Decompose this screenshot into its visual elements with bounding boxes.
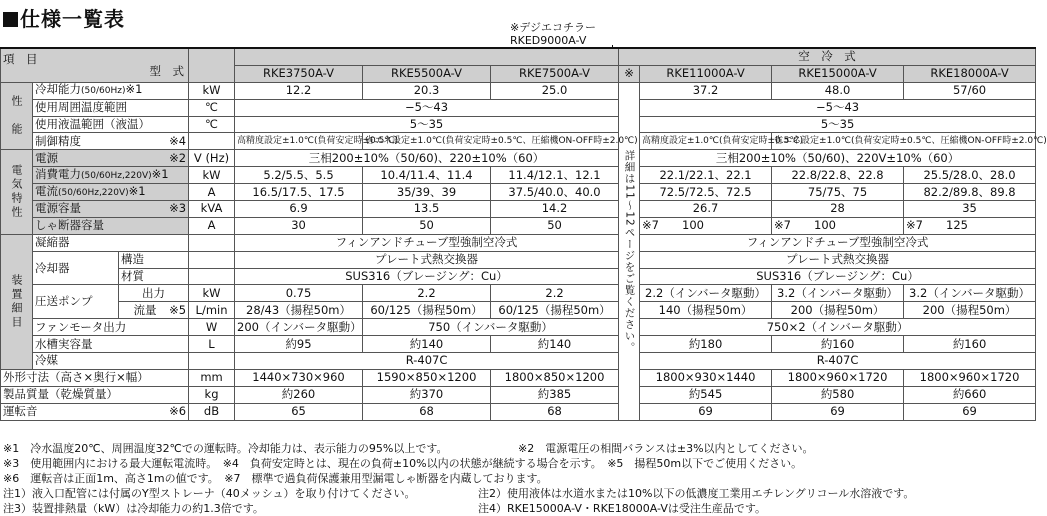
label-supply: 電源容量 ※3 <box>33 201 189 218</box>
value-cell: 20.3 <box>363 82 491 99</box>
value-cell: ※7 100 <box>640 217 772 234</box>
value-cell: 28 <box>772 201 904 218</box>
value-cell: 約95 <box>235 336 363 353</box>
unit: dB <box>189 403 235 420</box>
label-breaker: しゃ断器容量 <box>33 217 189 234</box>
row-tank <box>1 336 1036 353</box>
value-cell: 16.5/17.5、17.5 <box>235 184 363 201</box>
label-control: 制御精度 ※4 <box>33 133 189 150</box>
value-cell: 68 <box>363 403 491 420</box>
footnote: 注1）液入口配管には付属のY型ストレーナ（40メッシュ）を取り付けてください。 <box>3 487 416 500</box>
footnote: 注2）使用液体は水道水または10%以下の低濃度工業用エチレングリコール水溶液です。 <box>478 487 915 500</box>
unit: ℃ <box>189 99 235 116</box>
header-mark: ※ <box>619 65 640 82</box>
row-dimensions <box>1 369 1036 386</box>
callout-label <box>510 21 596 47</box>
value-cell: 140（揚程50m） <box>640 302 772 319</box>
value-cell: フィンアンドチューブ型強制空冷式 <box>640 234 1036 251</box>
value-cell: 37.2 <box>640 82 772 99</box>
footnote: 注3）装置排熱量（kW）は冷却能力の約1.3倍です。 <box>3 502 264 515</box>
value-cell: 37.5/40.0、40.0 <box>491 184 619 201</box>
group-equipment: 装置細目 <box>1 234 33 369</box>
value-cell: 57/60 <box>904 82 1036 99</box>
value-cell: 28/43（揚程50m） <box>235 302 363 319</box>
value-cell: 75/75、75 <box>772 184 904 201</box>
value-cell: 5〜35 <box>640 116 1036 133</box>
value-cell: 約580 <box>772 386 904 403</box>
value-cell: 200（揚程50m） <box>904 302 1036 319</box>
row-breaker <box>1 217 1036 234</box>
value-cell: 10.4/11.4、11.4 <box>363 167 491 184</box>
label-power: 電源 ※2 <box>33 150 189 167</box>
label-current: 電流(50/60Hz,220V)※1 <box>33 184 189 201</box>
value-cell: 省エネ設定±1.0℃(負荷安定時±0.5℃、圧縮機ON-OFF時±2.0℃) <box>772 133 1036 150</box>
unit <box>189 251 235 268</box>
value-cell: ※7 100 <box>772 217 904 234</box>
footnotes <box>3 441 1033 516</box>
page-title: 仕様一覧表 <box>3 3 125 32</box>
value-cell: 11.4/12.1、12.1 <box>491 167 619 184</box>
value-cell: 約160 <box>772 336 904 353</box>
footnote: 注4）RKE15000A-V・RKE18000A-Vは受注生産品です。 <box>478 502 766 515</box>
header-unit-cell <box>189 48 235 82</box>
label-tank: 水槽実容量 <box>33 336 189 353</box>
model-header: RKE7500A-V <box>491 65 619 82</box>
value-cell: 約545 <box>640 386 772 403</box>
footnote-line <box>3 441 1033 456</box>
value-cell: 5.2/5.5、5.5 <box>235 167 363 184</box>
value-cell: 3.2（インバータ駆動） <box>904 285 1036 302</box>
model-header: RKE11000A-V <box>640 65 772 82</box>
label-material: 材質 <box>119 268 189 285</box>
value-cell: 0.75 <box>235 285 363 302</box>
label-refrigerant: 冷媒 <box>33 353 189 370</box>
value-cell: プレート式熱交換器 <box>640 251 1036 268</box>
value-cell: SUS316（ブレージング：Cu） <box>235 268 619 285</box>
value-cell: 35/39、39 <box>363 184 491 201</box>
value-cell: 13.5 <box>363 201 491 218</box>
value-cell: 12.2 <box>235 82 363 99</box>
unit <box>189 353 235 370</box>
unit: L/min <box>189 302 235 319</box>
value-cell: 省エネ設定±1.0℃(負荷安定時±0.5℃、圧縮機ON-OFF時±2.0℃) <box>363 133 619 150</box>
unit <box>189 133 235 150</box>
row-condenser <box>1 234 1036 251</box>
value-cell: 60/125（揚程50m） <box>491 302 619 319</box>
row-pump-output <box>1 285 1036 302</box>
label-fan: ファンモータ出力 <box>33 319 189 336</box>
label-capacity: 冷却能力(50/60Hz)※1 <box>33 82 189 99</box>
unit: W <box>189 319 235 336</box>
value-cell: 25.0 <box>491 82 619 99</box>
value-cell: 750（インバータ駆動） <box>363 319 619 336</box>
value-cell: SUS316（ブレージング：Cu） <box>640 268 1036 285</box>
label-pump: 圧送ポンプ <box>33 285 119 319</box>
value-cell: 約260 <box>235 386 363 403</box>
footnote-line: ※6 運転音は正面1m、高さ1mの値です。 ※7 標準で過負荷保護兼用型漏電しゃ断器を内蔵しております。 <box>3 472 548 485</box>
value-cell: 50 <box>363 217 491 234</box>
value-cell: 6.9 <box>235 201 363 218</box>
unit <box>189 268 235 285</box>
unit: kW <box>189 82 235 99</box>
row-control <box>1 133 1036 150</box>
unit: ℃ <box>189 116 235 133</box>
value-cell: 72.5/72.5、72.5 <box>640 184 772 201</box>
unit: A <box>189 217 235 234</box>
row-cooler-material <box>1 268 1036 285</box>
callout-line2: RKED9000A-V <box>510 34 587 47</box>
value-cell: 26.7 <box>640 201 772 218</box>
value-cell: 1440×730×960 <box>235 369 363 386</box>
value-cell: R-407C <box>640 353 1036 370</box>
unit: kg <box>189 386 235 403</box>
unit: kW <box>189 285 235 302</box>
group-electrical: 電気特性 <box>1 150 33 234</box>
value-cell: 69 <box>772 403 904 420</box>
value-cell: 約370 <box>363 386 491 403</box>
title-square-icon <box>3 12 18 27</box>
value-cell: フィンアンドチューブ型強制空冷式 <box>235 234 619 251</box>
model-header: RKE5500A-V <box>363 65 491 82</box>
value-cell: 69 <box>904 403 1036 420</box>
value-cell: 約140 <box>363 336 491 353</box>
model-header: RKE18000A-V <box>904 65 1036 82</box>
group-performance: 性 能 <box>1 82 33 150</box>
value-cell: 69 <box>640 403 772 420</box>
row-liquid-temp <box>1 116 1036 133</box>
header-row-1 <box>1 48 1036 65</box>
unit: A <box>189 184 235 201</box>
value-cell: 65 <box>235 403 363 420</box>
value-cell: 3.2（インバータ駆動） <box>772 285 904 302</box>
value-cell: 30 <box>235 217 363 234</box>
label-liquid-temp: 使用液温範囲（液温） <box>33 116 189 133</box>
row-mass <box>1 386 1036 403</box>
value-cell: 68 <box>491 403 619 420</box>
value-cell: 14.2 <box>491 201 619 218</box>
value-cell: 高精度設定±1.0℃(負荷安定時±0.5℃) <box>640 133 772 150</box>
side-note-details: 詳細は11〜12ページをご覧ください。 <box>619 82 640 420</box>
value-cell: R-407C <box>235 353 619 370</box>
callout-line1: ※デジエコチラー <box>510 21 596 34</box>
value-cell: 約660 <box>904 386 1036 403</box>
unit: L <box>189 336 235 353</box>
label-flow: 流量 ※5 <box>119 302 189 319</box>
row-refrigerant <box>1 353 1036 370</box>
row-fan <box>1 319 1036 336</box>
row-ambient <box>1 99 1036 116</box>
value-cell: 三相200±10%（50/60)、220±10%（60） <box>235 150 619 167</box>
label-structure: 構造 <box>119 251 189 268</box>
value-cell: 82.2/89.8、89.8 <box>904 184 1036 201</box>
value-cell: 35 <box>904 201 1036 218</box>
row-power <box>1 150 1036 167</box>
value-cell: プレート式熱交換器 <box>235 251 619 268</box>
header-cooling-type: 空 冷 式 <box>619 48 1036 65</box>
value-cell: 60/125（揚程50m） <box>363 302 491 319</box>
row-noise <box>1 403 1036 420</box>
label-dimensions: 外形寸法（高さ×奥行×幅） <box>1 369 189 386</box>
label-condenser: 凝縮器 <box>33 234 189 251</box>
value-cell: 2.2（インバータ駆動） <box>640 285 772 302</box>
value-cell: 2.2 <box>491 285 619 302</box>
row-cooler-structure <box>1 251 1036 268</box>
spec-table <box>0 47 1047 421</box>
value-cell: 48.0 <box>772 82 904 99</box>
value-cell: 1800×960×1720 <box>772 369 904 386</box>
value-cell: 約385 <box>491 386 619 403</box>
model-header: RKE3750A-V <box>235 65 363 82</box>
value-cell: 25.5/28.0、28.0 <box>904 167 1036 184</box>
value-cell: 2.2 <box>363 285 491 302</box>
label-cooler: 冷却器 <box>33 251 119 285</box>
row-consumption <box>1 167 1036 184</box>
value-cell: 750×2（インバータ駆動） <box>640 319 1036 336</box>
footnote: ※2 電源電圧の相間バランスは±3%以内としてください。 <box>518 442 814 455</box>
value-cell: 22.8/22.8、22.8 <box>772 167 904 184</box>
value-cell: 200（インバータ駆動） <box>235 319 363 336</box>
label-noise: 運転音 ※6 <box>1 403 189 420</box>
unit: mm <box>189 369 235 386</box>
value-cell: 22.1/22.1、22.1 <box>640 167 772 184</box>
row-current <box>1 184 1036 201</box>
value-cell: 1590×850×1200 <box>363 369 491 386</box>
unit: kW <box>189 167 235 184</box>
unit <box>189 234 235 251</box>
label-mass: 製品質量（乾燥質量） <box>1 386 189 403</box>
value-cell: −5〜43 <box>235 99 619 116</box>
value-cell: 1800×960×1720 <box>904 369 1036 386</box>
value-cell: 約140 <box>491 336 619 353</box>
row-supply-capacity <box>1 201 1036 218</box>
value-cell: 高精度設定±1.0℃(負荷安定時±0.5℃) <box>235 133 363 150</box>
footnote: ※1 冷水温度20℃、周囲温度32℃での運転時。冷却能力は、表示能力の95%以上です。 <box>3 442 448 455</box>
footnote-line <box>3 486 1033 501</box>
value-cell: 1800×850×1200 <box>491 369 619 386</box>
model-header: RKE15000A-V <box>772 65 904 82</box>
unit: V (Hz) <box>189 150 235 167</box>
label-ambient: 使用周囲温度範囲 <box>33 99 189 116</box>
value-cell: 三相200±10%（50/60)、220V±10%（60） <box>640 150 1036 167</box>
value-cell: 200（揚程50m） <box>772 302 904 319</box>
value-cell: 1800×930×1440 <box>640 369 772 386</box>
value-cell: 約180 <box>640 336 772 353</box>
value-cell: 50 <box>491 217 619 234</box>
label-output: 出力 <box>119 285 189 302</box>
footnote-line: ※3 使用範囲内における最大運転電流時。 ※4 負荷安定時とは、現在の負荷±10%以内の状態が継続する場合を示す。 ※5 揚程50m以下でご使用ください。 <box>3 457 803 470</box>
unit: kVA <box>189 201 235 218</box>
value-cell: 5〜35 <box>235 116 619 133</box>
header-blank-cell <box>235 48 619 65</box>
value-cell: −5〜43 <box>640 99 1036 116</box>
footnote-line <box>3 501 1033 516</box>
header-item-cell: 項 目 型 式 <box>1 48 189 82</box>
value-cell: ※7 125 <box>904 217 1036 234</box>
value-cell: 約160 <box>904 336 1036 353</box>
label-consumption: 消費電力(50/60Hz,220V)※1 <box>33 167 189 184</box>
row-capacity <box>1 82 1036 99</box>
row-pump-flow <box>1 302 1036 319</box>
